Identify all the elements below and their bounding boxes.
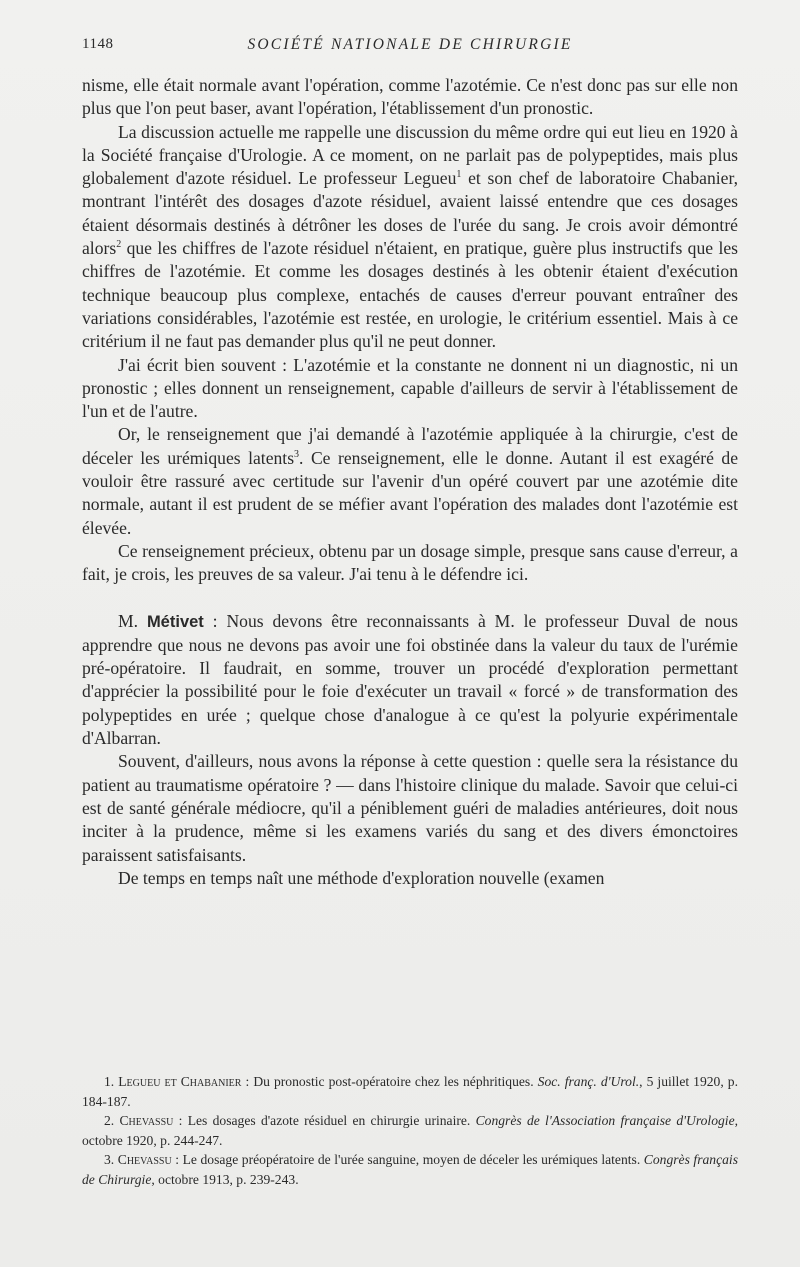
footnote-text: : Les dosages d'azote résiduel en chirurgie urinaire.: [173, 1113, 476, 1129]
footnote-tail: , octobre 1920, p. 244-247.: [82, 1113, 739, 1148]
body-text: [82, 74, 738, 890]
footnote-source: Congrès français de Chirurgie: [82, 1152, 738, 1187]
footnote-ref: 1: [456, 169, 462, 181]
paragraph: [82, 750, 738, 866]
footnotes: [82, 1072, 738, 1190]
paragraph-text: La discussion actuelle me rappelle une discussion du même ordre qui eut lieu en 1920 à la Société française d'Urologie. A ce moment, on ne parlait pas de polypeptides, mais plus globalement d'azote résiduel. Le professeur Legueu: [82, 121, 738, 189]
footnote: [82, 1150, 738, 1189]
paragraph-speaker: [82, 610, 738, 751]
footnote-number: 2.: [104, 1113, 120, 1129]
footnote-source: Congrès de l'Association française d'Urologie: [475, 1113, 735, 1129]
page-header: [82, 36, 738, 60]
footnote-tail: , octobre 1913, p. 239-243.: [151, 1171, 299, 1187]
footnote-text: : Le dosage préopératoire de l'urée sanguine, moyen de déceler les urémiques latents.: [171, 1152, 644, 1168]
page-number: 1148: [82, 36, 114, 52]
paragraph-text: . Ce renseignement, elle le donne. Autant il est exagéré de vouloir être rassuré avec certitude sur l'avenir d'un opéré couvert par une azotémie dite normale, autant il est prudent de se méfier avant l'opération des malades dont l'azotémie est élevée.: [82, 447, 738, 538]
speaker-prefix: M.: [118, 610, 147, 631]
footnote-source: Soc. franç. d'Urol.: [537, 1074, 640, 1089]
paragraph-text: De temps en temps naît une méthode d'exploration nouvelle (examen: [118, 867, 605, 888]
footnote-ref: 3: [294, 448, 300, 460]
footnote-number: 1.: [104, 1074, 119, 1089]
footnote-authors: Chevassu: [117, 1152, 172, 1168]
footnote: [82, 1111, 738, 1150]
paragraph-text: et son chef de laboratoire Chabanier, montrant l'intérêt des dosages d'azote résiduel, avaient laissé entendre que ces dosages étaient désormais destinés à détrôner les doses de l'urée du sang. Je crois avoir démontré alors: [82, 168, 738, 259]
paragraph: [82, 867, 738, 890]
footnote-text: : Du pronostic post-opératoire chez les néphritiques.: [241, 1074, 538, 1089]
footnote-number: 3.: [104, 1152, 118, 1168]
paragraph-text: Or, le renseignement que j'ai demandé à l'azotémie appliquée à la chirurgie, c'est de déceler les urémiques latents: [82, 424, 738, 468]
paragraph-text: Ce renseignement précieux, obtenu par un dosage simple, presque sans cause d'erreur, a fait, je crois, les preuves de sa valeur. J'ai tenu à le défendre ici.: [82, 540, 738, 585]
running-title: SOCIÉTÉ NATIONALE DE CHIRURGIE: [247, 36, 573, 53]
footnote-ref: 2: [116, 239, 122, 251]
footnote-authors: Legueu et Chabanier: [118, 1074, 242, 1089]
paragraph-text: J'ai écrit bien souvent : L'azotémie et la constante ne donnent ni un diagnostic, ni un pronostic ; elles donnent un renseignement, capable d'ailleurs de servir à l'établissement de l'un et de l'autre.: [82, 354, 738, 422]
paragraph-text: nisme, elle était normale avant l'opération, comme l'azotémie. Ce n'est donc pas sur elle non plus que l'on peut baser, avant l'opération, l'établissement d'un pronostic.: [82, 75, 738, 119]
paragraph: [82, 74, 738, 121]
speaker-name: Métivet: [146, 612, 204, 631]
paragraph: [82, 354, 738, 424]
footnote-authors: Chevassu: [119, 1113, 174, 1129]
footnote: [82, 1072, 738, 1111]
paragraph: [82, 423, 738, 539]
paragraph-text: : Nous devons être reconnaissants à M. le professeur Duval de nous apprendre que nous ne devons pas avoir une foi obstinée dans la valeur du taux de l'urémie pré-opératoire. Il faudrait, en somme, trouver un procédé d'exploration permettant d'apprécier la possibilité pour le foie d'exécuter un travail « forcé » de transformation des polypeptides en urée ; quelque chose d'analogue à ce qu'est la polyurie expérimentale d'Albarran.: [82, 610, 738, 749]
footnote-tail: , 5 juillet 1920, p. 184-187.: [82, 1074, 738, 1109]
paragraph-text: que les chiffres de l'azote résiduel n'étaient, en pratique, guère plus instructifs que les chiffres de l'azotémie. Et comme les dosages destinés à les obtenir étaient d'exécution technique beaucoup plus complexe, entachés de causes d'erreur pouvant entraîner des variations considérables, l'azotémie est restée, en urologie, le critérium essentiel. Mais à ce critérium il ne faut pas demander plus qu'il ne peut donner.: [82, 238, 738, 352]
paragraph: [82, 121, 738, 354]
paragraph: [82, 540, 738, 587]
paragraph-text: Souvent, d'ailleurs, nous avons la réponse à cette question : quelle sera la résistance du patient au traumatisme opératoire ? — dans l'histoire clinique du malade. Savoir que celui-ci est de santé générale médiocre, qu'il a péniblement guéri de maladies antérieures, doit nous inciter à la prudence, même si les examens variés du sang et des divers émonctoires paraissent satisfaisants.: [82, 751, 738, 865]
